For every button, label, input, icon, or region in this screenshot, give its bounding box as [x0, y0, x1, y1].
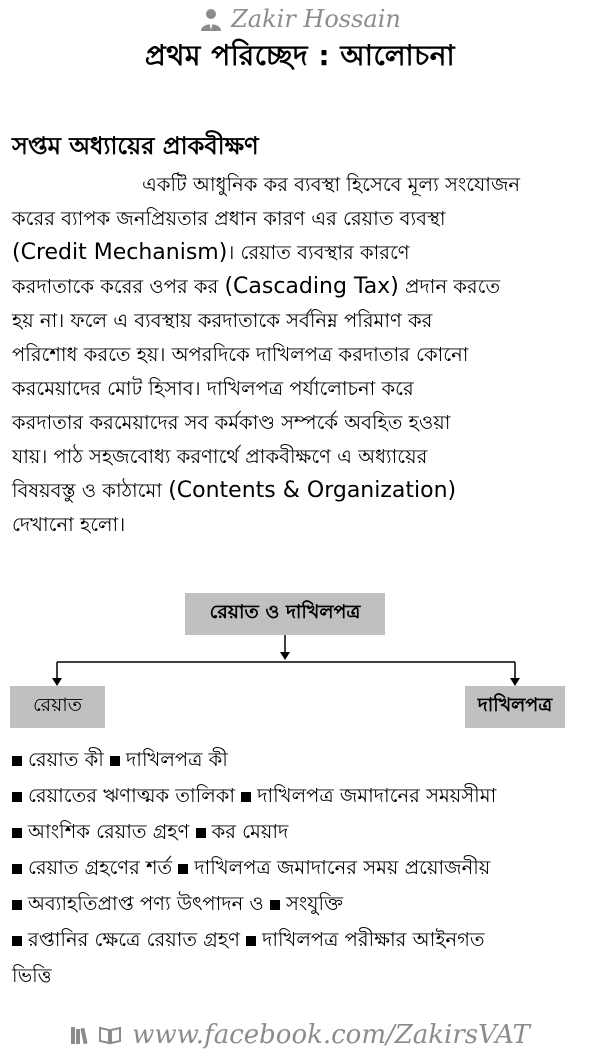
- topic-row: [12, 958, 592, 994]
- topic-item: কর মেয়াদ: [211, 820, 289, 843]
- bullet-square-icon: [12, 900, 22, 910]
- chapter-title: প্রথম পরিচ্ছেদ : আলোচনা: [144, 39, 456, 72]
- topic-item: দাখিলপত্র জমাদানের সময় প্রয়োজনীয়: [194, 856, 491, 879]
- bullet-square-icon: [196, 828, 206, 838]
- topic-row: [12, 778, 592, 814]
- topic-item: অব্যাহতিপ্রাপ্ত পণ্য উৎপাদন ও: [28, 892, 264, 915]
- text-line: । রেয়াত ব্যবস্থার কারণে: [227, 241, 410, 264]
- text-line: করদাতাকে করের ওপর কর: [12, 275, 219, 298]
- person-icon: [199, 7, 223, 31]
- bullet-square-icon: [12, 828, 22, 838]
- topic-item: রেয়াত কী: [28, 748, 104, 771]
- topic-item: রেয়াত গ্রহণের শর্ত: [28, 856, 173, 879]
- topic-row: [12, 886, 592, 922]
- watermark-author: Zakir Hossain: [231, 5, 401, 33]
- bullet-square-icon: [178, 864, 188, 874]
- section-heading: সপ্তম অধ্যায়ের প্রাকবীক্ষণ: [12, 132, 259, 160]
- footer-url: www.facebook.com/ZakirsVAT: [132, 1020, 530, 1050]
- text-line: একটি আধুনিক কর ব্যবস্থা হিসেবে মূল্য সংযোজন: [142, 173, 521, 196]
- diagram-right-box: দাখিলপত্র: [465, 686, 565, 728]
- footer: [0, 1020, 600, 1050]
- text-line: বিষয়বস্তু ও কাঠামো: [12, 479, 162, 502]
- topic-item: রপ্তানির ক্ষেত্রে রেয়াত গ্রহণ: [28, 928, 240, 951]
- topic-row: [12, 922, 592, 958]
- bullet-square-icon: [270, 900, 280, 910]
- topic-item: আংশিক রেয়াত গ্রহণ: [28, 820, 190, 843]
- footer-icons: [70, 1025, 122, 1045]
- text-line: করদাতার করমেয়াদের সব কর্মকাণ্ড সম্পর্কে অবহিত হওয়া: [12, 411, 451, 434]
- topic-item: দাখিলপত্র কী: [126, 748, 228, 771]
- text-line: প্রদান করতে: [404, 275, 501, 298]
- bullet-square-icon: [12, 936, 22, 946]
- diagram-root-box: রেয়াত ও দাখিলপত্র: [185, 593, 385, 635]
- text-english-term: (Contents & Organization): [168, 478, 457, 503]
- topic-item: দাখিলপত্র পরীক্ষার আইনগত: [262, 928, 485, 951]
- bullet-square-icon: [12, 792, 22, 802]
- watermark: [0, 4, 600, 34]
- bullet-square-icon: [110, 756, 120, 766]
- books-icon: [70, 1025, 92, 1045]
- text-line: করমেয়াদের মোট হিসাব। দাখিলপত্র পর্যালোচনা করে: [12, 377, 414, 400]
- bullet-square-icon: [246, 936, 256, 946]
- text-english-term: (Cascading Tax): [224, 274, 399, 299]
- diagram-left-box: রেয়াত: [10, 686, 105, 728]
- topic-row: [12, 742, 592, 778]
- bullet-square-icon: [12, 756, 22, 766]
- bullet-square-icon: [12, 864, 22, 874]
- text-english-term: (Credit Mechanism): [12, 240, 228, 265]
- topic-item: রেয়াতের ঋণাত্মক তালিকা: [28, 784, 236, 807]
- text-line: হয় না। ফলে এ ব্যবস্থায় করদাতাকে সর্বনিম্ন পরিমাণ কর: [12, 309, 433, 332]
- text-line: পরিশোধ করতে হয়। অপরদিকে দাখিলপত্র করদাতার কোনো: [12, 343, 469, 366]
- structure-diagram: [0, 590, 600, 740]
- topic-item: সংযুক্তি: [285, 892, 343, 915]
- body-paragraph: [12, 168, 592, 542]
- topic-row: [12, 850, 592, 886]
- topic-item: ভিত্তি: [12, 964, 52, 987]
- bullet-square-icon: [241, 792, 251, 802]
- text-line: দেখানো হলো।: [12, 513, 126, 536]
- text-line: যায়। পাঠ সহজবোধ্য করণার্থে প্রাকবীক্ষণে এ অধ্যায়ের: [12, 445, 428, 468]
- topic-list: [12, 742, 592, 994]
- open-book-icon: [98, 1025, 122, 1045]
- topic-row: [12, 814, 592, 850]
- text-line: করের ব্যাপক জনপ্রিয়তার প্রধান কারণ এর রেয়াত ব্যবস্থা: [12, 207, 446, 230]
- topic-item: দাখিলপত্র জমাদানের সময়সীমা: [257, 784, 497, 807]
